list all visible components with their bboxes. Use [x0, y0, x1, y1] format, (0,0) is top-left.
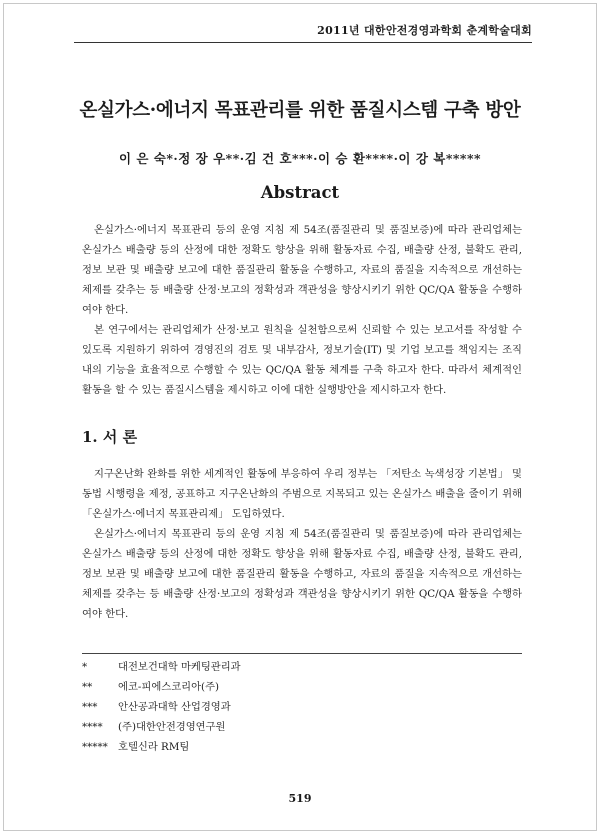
- introduction-paragraph: 지구온난화 완화를 위한 세계적인 활동에 부응하여 우리 정부는 「저탄소 녹색성장 기본법」 및 동법 시행령을 제정, 공표하고 지구온난화의 주범으로 지목되고 있는 온실가스 배출을 줄이기 위해 「온실가스·에너지 목표관리제」 도입하였다.: [82, 468, 522, 520]
- header-rule: [74, 42, 532, 43]
- footnote-mark: ****: [82, 721, 103, 733]
- footnote-item: [82, 677, 241, 697]
- introduction-paragraph: 온실가스·에너지 목표관리 등의 운영 지침 제 54조(품질관리 및 품질보증)에 따라 관리업체는 온실가스 배출량 등의 산정에 대한 정확도 향상을 위해 활동자료 수집, 배출량 산정, 불확도 관리, 정보 보관 및 배출량 보고에 대한 품질관리 활동을 수행하고, 자료의 품질을 지속적으로 개선하는 체제를 갖추는 등 배출량 산정·보고의 정확성과 객관성을 향상시키기 위한 QC/QA 활동을 수행하여야 한다.: [82, 528, 522, 620]
- footnote-mark: *****: [82, 741, 108, 753]
- introduction-body: [82, 464, 522, 624]
- footnote-mark: ***: [82, 701, 98, 713]
- footnote-text: 대전보건대학 마케팅관리과: [118, 661, 241, 673]
- author-list: 이 은 숙*·정 장 우**·김 건 호***·이 승 환****·이 강 복*****: [118, 151, 482, 166]
- footnote-item: [82, 737, 241, 757]
- abstract-heading: Abstract: [260, 183, 340, 202]
- page-number: 519: [288, 792, 312, 805]
- footnote-text: 안산공과대학 산업경영과: [118, 701, 231, 713]
- abstract-paragraph: 온실가스·에너지 목표관리 등의 운영 지침 제 54조(품질관리 및 품질보증)에 따라 관리업체는 온실가스 배출량 등의 산정에 대한 정확도 향상을 위해 활동자료 수집, 배출량 산정, 불확도 관리, 정보 보관 및 배출량 보고에 대한 품질관리 활동을 수행하고, 자료의 품질을 지속적으로 개선하는 체제를 갖추는 등 배출량 산정·보고의 정확성과 객관성을 향상시키기 위한 QC/QA 활동을 수행하여야 한다.: [82, 224, 522, 316]
- footnote-item: [82, 697, 241, 717]
- paper-title: 온실가스·에너지 목표관리를 위한 품질시스템 구축 방안: [79, 100, 521, 121]
- abstract-paragraph: 본 연구에서는 관리업체가 산정·보고 원칙을 실천함으로써 신뢰할 수 있는 보고서를 작성할 수 있도록 지원하기 위하여 경영진의 검토 및 내부감사, 정보기술(IT) 및 기업 보고를 책임지는 조직 내의 기능을 효율적으로 수행할 수 있는 QC/QA 활동 체계를 구축 하고자 한다. 따라서 체계적인 활동을 할 수 있는 품질시스템을 제시하고 이에 대한 실행방안을 제시하고자 한다.: [82, 324, 522, 396]
- running-header: 2011년 대한안전경영과학회 춘계학술대회: [317, 24, 532, 37]
- abstract-body: [82, 220, 522, 400]
- footnote-mark: **: [82, 681, 93, 693]
- footnote-rule: [82, 653, 522, 654]
- footnote-mark: *: [82, 661, 88, 673]
- footnote-text: (주)대한안전경영연구원: [118, 721, 226, 733]
- section-heading-introduction: 1. 서 론: [82, 428, 138, 446]
- footnote-item: [82, 717, 241, 737]
- footnote-item: [82, 657, 241, 677]
- footnote-text: 호텔신라 RM팀: [118, 741, 190, 753]
- footnote-list: [82, 657, 241, 757]
- footnote-text: 에코-피에스코리아(주): [118, 681, 220, 693]
